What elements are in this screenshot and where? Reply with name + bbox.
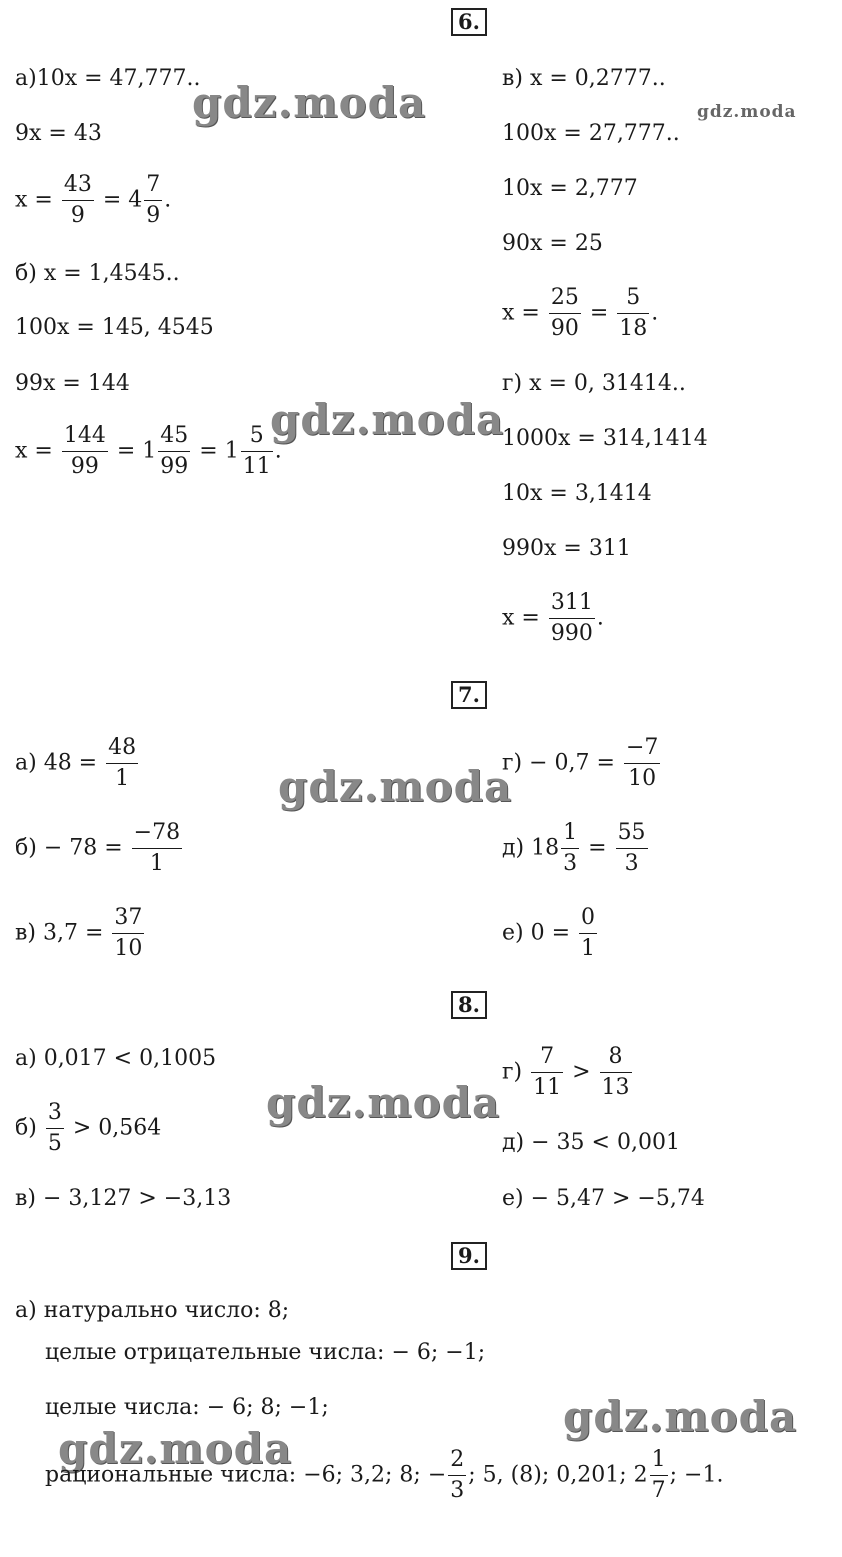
fraction: $\frac{45}{99}$ [160,423,189,479]
watermark: gdz.moda [266,1078,501,1127]
task-number: 8. [451,991,487,1019]
fraction: $\frac{1}{3}$ [563,820,578,876]
answer-line: целые числа: − 6; 8; −1; [45,1395,329,1420]
fraction: $\frac{-7}{10}$ [625,735,659,791]
watermark: gdz.moda [270,395,505,444]
equation: 9x = 43 [15,121,102,146]
comparison: д) − 35 < 0,001 [502,1130,680,1155]
watermark-small: gdz.moda [697,102,797,122]
task-number: 6. [451,8,487,36]
equation: 990x = 311 [502,536,631,561]
task-number: 7. [451,681,487,709]
fraction: $\frac{-78}{1}$ [133,820,181,876]
equation: x = $\frac{43}{9}$ = 4 $\frac{7}{9}$ . [15,170,171,231]
fraction: $\frac{5}{18}$ [619,285,648,341]
fraction: $\frac{25}{90}$ [550,285,579,341]
watermark: gdz.moda [58,1424,293,1473]
fraction: $\frac{0}{1}$ [581,905,596,961]
equation: 90x = 25 [502,231,603,256]
answer-line: рациональные числа: −6; 3,2; 8; − $\frac{2}{3}$ ; 5, (8); 0,201; 2 $\frac{1}{7}$ ; −1. [45,1445,723,1506]
equation: в) x = 0,2777.. [502,66,666,91]
fraction: $\frac{7}{11}$ [533,1044,562,1100]
equation: а) 48 = $\frac{48}{1}$ [15,733,140,794]
fraction: $\frac{311}{990}$ [550,590,593,646]
fraction: $\frac{5}{11}$ [242,423,271,479]
fraction: $\frac{55}{3}$ [617,820,646,876]
answer-line: целые отрицательные числа: − 6; −1; [45,1340,486,1365]
comparison: а) 0,017 < 0,1005 [15,1046,217,1071]
equation: x = $\frac{25}{90}$ = $\frac{5}{18}$ . [502,283,658,344]
equation: 1000x = 314,1414 [502,426,708,451]
fraction: $\frac{7}{9}$ [146,172,161,228]
fraction: $\frac{3}{5}$ [47,1100,62,1156]
comparison: б) $\frac{3}{5}$ > 0,564 [15,1098,161,1159]
equation: в) 3,7 = $\frac{37}{10}$ [15,903,146,964]
fraction: $\frac{144}{99}$ [63,423,106,479]
equation: г) − 0,7 = $\frac{-7}{10}$ [502,733,662,794]
equation: 100x = 27,777.. [502,121,680,146]
watermark: gdz.moda [278,762,513,811]
equation: д) 18 $\frac{1}{3}$ = $\frac{55}{3}$ [502,818,650,879]
watermark: gdz.moda [192,78,427,127]
comparison: в) − 3,127 > −3,13 [15,1186,232,1211]
equation: е) 0 = $\frac{0}{1}$ [502,903,599,964]
fraction: $\frac{37}{10}$ [114,905,143,961]
fraction: $\frac{48}{1}$ [108,735,137,791]
equation: 10x = 2,777 [502,176,638,201]
equation: x = $\frac{311}{990}$ . [502,588,604,649]
task-number: 9. [451,1242,487,1270]
equation: 100x = 145, 4545 [15,315,214,340]
equation: г) x = 0, 31414.. [502,371,686,396]
equation: б) x = 1,4545.. [15,261,180,286]
equation: x = $\frac{144}{99}$ = 1 $\frac{45}{99}$ = 1 $\frac{5}{11}$ . [15,421,282,482]
answer-line: а) натурально число: 8; [15,1298,290,1323]
fraction: $\frac{2}{3}$ [450,1447,465,1503]
equation: 10x = 3,1414 [502,481,652,506]
fraction: $\frac{8}{13}$ [601,1044,630,1100]
comparison: е) − 5,47 > −5,74 [502,1186,705,1211]
equation: 99x = 144 [15,371,130,396]
comparison: г) $\frac{7}{11}$ > $\frac{8}{13}$ [502,1042,634,1103]
fraction: $\frac{43}{9}$ [63,172,92,228]
equation: а)10x = 47,777.. [15,66,201,91]
watermark: gdz.moda [563,1392,798,1441]
fraction: $\frac{1}{7}$ [651,1447,666,1503]
equation: б) − 78 = $\frac{-78}{1}$ [15,818,184,879]
